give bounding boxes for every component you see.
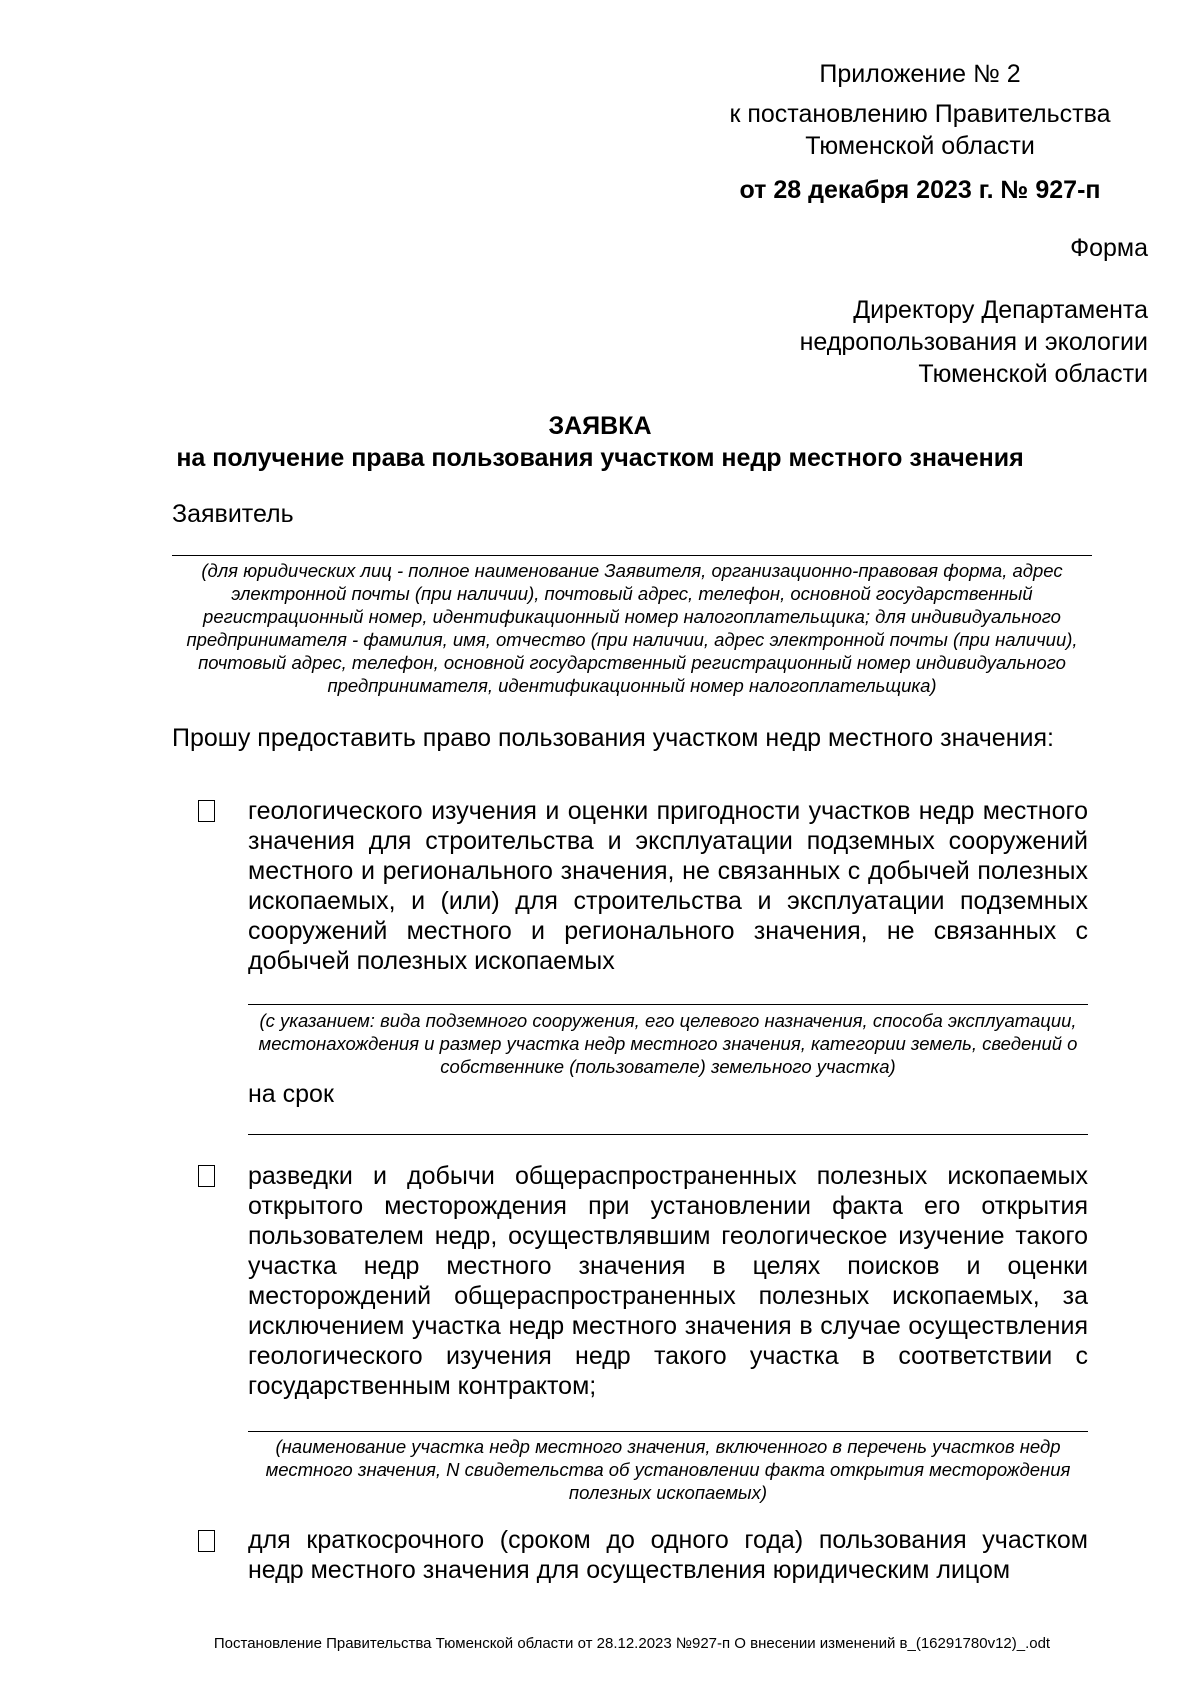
applicant-label: Заявитель bbox=[172, 500, 294, 528]
option-3-checkbox[interactable] bbox=[198, 1530, 215, 1552]
option-1-text: геологического изучения и оценки пригодности участков недр местного значения для строительства и эксплуатации подземных сооружений местного и регионального значения, не связанных с добычей полезных ископаемых, и (или) для строительства и эксплуатации подземных сооружений местного и регионального значения, не связанных с добычей полезных ископаемых bbox=[248, 797, 1088, 975]
applicant-fill-line[interactable] bbox=[172, 555, 1092, 556]
request-statement: Прошу предоставить право пользования участком недр местного значения: bbox=[172, 724, 1054, 752]
option-2-details-line[interactable] bbox=[248, 1431, 1088, 1432]
option-2-field-hint: (наименование участка недр местного значения, включенного в перечень участков недр местного значения, N свидетельства об установлении факта открытия месторождения полезных ископаемых) bbox=[265, 1436, 1071, 1503]
applicant-field-hint: (для юридических лиц - полное наименование Заявителя, организационно-правовая форма, адрес электронной почты (при наличии), почтовый адрес, телефон, основной государственный регистрационный номер, идентификационный номер налогоплательщика; для индивидуального предпринимателя - фамилия, имя, отчество (при наличии, адрес электронной почты (при наличии), почтовый адрес, телефон, основной государственный регистрационный номер индивидуального предпринимателя, идентификационный номер налогоплательщика) bbox=[186, 560, 1078, 696]
appendix-number: Приложение № 2 bbox=[819, 60, 1021, 88]
addressee: Директору Департамента недропользования и экологии Тюменской области bbox=[799, 296, 1148, 388]
option-1-field-hint: (с указанием: вида подземного сооружения, его целевого назначения, способа эксплуатации, местонахождения и размер участка недр местного значения, категории земель, сведений о собственнике (пользователе) земельного участка) bbox=[258, 1010, 1078, 1077]
option-3-text: для краткосрочного (сроком до одного года) пользования участком недр местного значения для осуществления юридическим лицом bbox=[248, 1526, 1088, 1584]
page-footer: Постановление Правительства Тюменской области от 28.12.2023 №927-п О внесении изменений в_(16291780v12)_.odt bbox=[213, 1635, 1051, 1652]
option-2-checkbox[interactable] bbox=[198, 1165, 215, 1187]
option-1-term-line[interactable] bbox=[248, 1134, 1088, 1135]
resolution-date: от 28 декабря 2023 г. № 927-п bbox=[739, 176, 1101, 204]
option-1-term-label: на срок bbox=[248, 1080, 334, 1108]
document-subtitle: на получение права пользования участком недр местного значения bbox=[176, 444, 1024, 472]
option-1-details-line[interactable] bbox=[248, 1004, 1088, 1005]
option-2-text: разведки и добычи общераспространенных полезных ископаемых открытого месторождения при установлении факта его открытия пользователем недр, осуществлявшим геологическое изучение такого участка недр местного значения в целях поисков и оценки месторождений общераспространенных полезных ископаемых, за исключением участка недр местного значения в случае осуществления геологического изучения недр такого участка в соответствии с государственным контрактом; bbox=[248, 1162, 1088, 1400]
document-title: ЗАЯВКА bbox=[548, 412, 652, 440]
resolution-reference: к постановлению Правительства Тюменской области bbox=[729, 100, 1111, 160]
form-label: Форма bbox=[1070, 234, 1148, 262]
option-1-checkbox[interactable] bbox=[198, 800, 215, 822]
